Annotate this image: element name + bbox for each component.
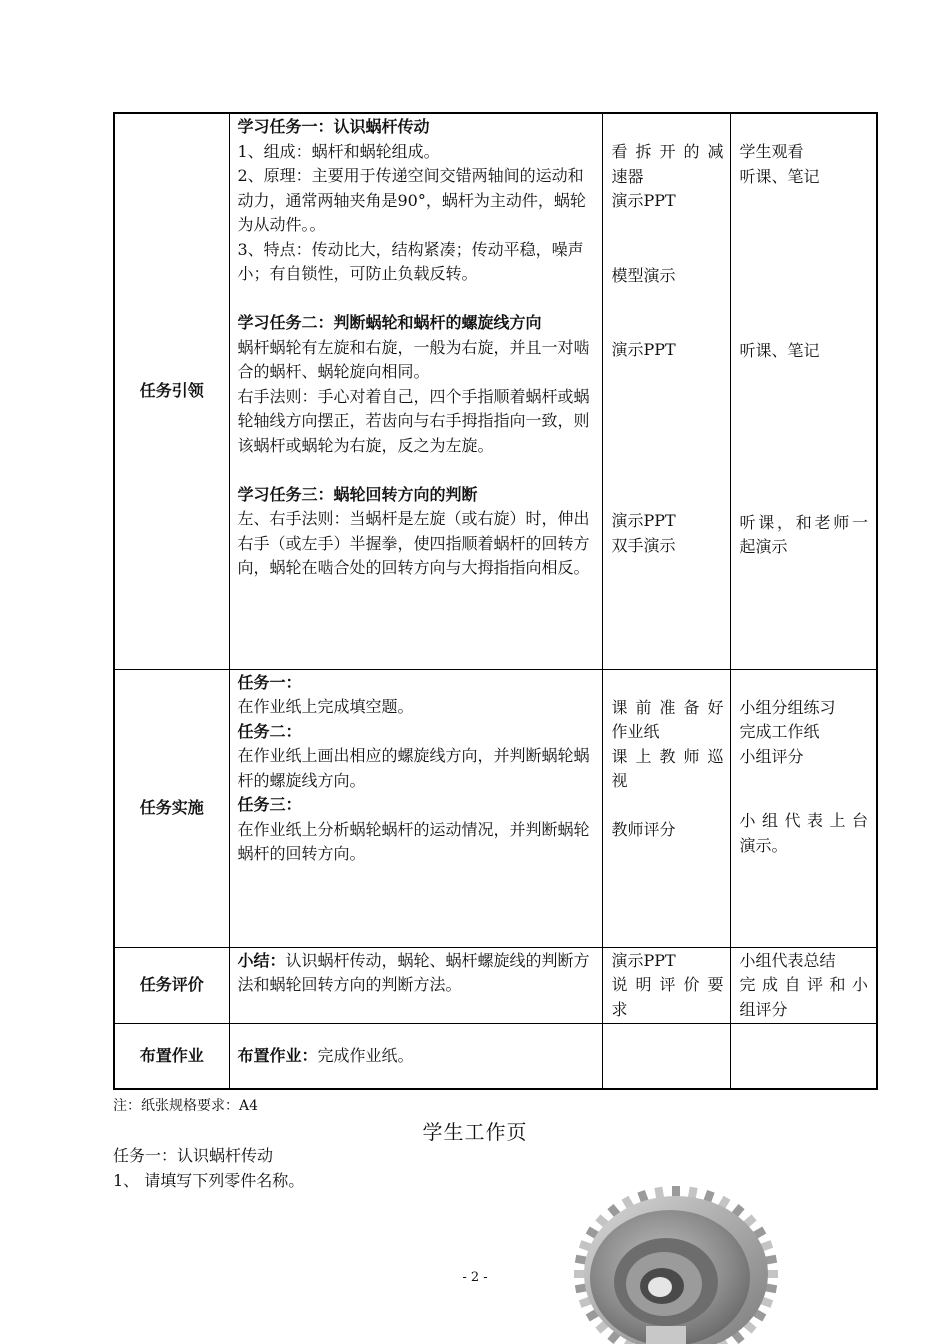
activity-line: 组评分 [739,999,788,1019]
paragraph: 在作业纸上分析蜗轮蜗杆的运动情况，并判断蜗轮蜗杆的回转方向。 [237,819,590,863]
resource-line: 求 [611,999,628,1019]
activity-line: 小组代表总结 [739,950,836,970]
activity-line: 小组代表上台 [739,811,868,830]
resources-cell [602,113,730,669]
table-row [114,1023,877,1089]
resource-line: 演示PPT [611,511,676,530]
resources-cell [602,1023,730,1089]
row-head-task-implement: 任务实施 [114,669,229,947]
activity-line: 完成工作纸 [739,722,820,741]
page-number: - 2 - [462,1270,488,1285]
activity-line: 完成自评和小 [739,975,868,994]
task-label: 任务二： [237,721,302,741]
summary-text: 认识蜗杆传动，蜗轮、蜗杆螺旋线的判断方法和蜗轮回转方向的判断方法。 [237,950,590,994]
task-two-title: 学习任务二：判断蜗轮和蜗杆的螺旋线方向 [237,313,542,332]
resource-line: 课前准备好 [611,697,724,717]
paragraph: 2、原理：主要用于传递空间交错两轴间的运动和动力，通常两轴夹角是90°，蜗杆为主动件，蜗轮为从动件。。 [237,166,586,234]
paragraph: 右手法则：手心对着自己，四个手指顺着蜗杆或蜗轮轴线方向摆正，若齿向与右手拇指指向一致，则该蜗杆或蜗轮为右旋，反之为左旋。 [237,386,590,455]
paragraph: 在作业纸上完成填空题。 [237,697,414,716]
table-row [114,669,877,947]
resource-line: 教师评分 [611,820,676,839]
resource-line: 速器 [611,166,644,186]
content-cell [229,113,602,669]
activity-line: 小组分组练习 [739,697,836,717]
resource-line: 演示PPT [611,339,676,359]
table-row [114,947,877,1023]
paper-size-note: 注：纸张规格要求：A4 [113,1098,259,1114]
activities-cell [730,669,877,947]
resource-line: 视 [611,771,628,790]
resource-line: 演示PPT [611,191,676,210]
paragraph: 左、右手法则：当蜗杆是左旋（或右旋）时，伸出右手（或左手）半握拳，使四指顺着蜗杆的回转方向，蜗轮在啮合处的回转方向与大拇指指向相反。 [237,509,590,577]
task-label: 任务三： [237,795,302,814]
resource-line: 演示PPT [611,950,676,970]
resources-cell [602,947,730,1023]
resource-line: 模型演示 [611,266,676,285]
lesson-plan-table [113,112,878,1090]
activities-cell [730,113,877,669]
summary-label: 小结： [237,950,286,970]
worm-gear-photo-icon [566,1186,786,1344]
content-cell [229,1023,602,1089]
activity-line: 学生观看 [739,142,804,161]
resource-line: 看拆开的减 [611,142,724,161]
task-label: 任务一： [237,672,302,692]
resource-line: 作业纸 [611,722,660,741]
content-cell [229,947,602,1023]
content-cell [229,669,602,947]
paragraph: 在作业纸上画出相应的螺旋线方向，并判断蜗轮蜗杆的螺旋线方向。 [237,746,590,790]
activity-line: 小组评分 [739,746,804,766]
resource-line: 说明评价要 [611,975,724,994]
paragraph: 3、特点：传动比大，结构紧凑；传动平稳，噪声小；有自锁性，可防止负载反转。 [237,239,584,283]
task-three-title: 学习任务三：蜗轮回转方向的判断 [237,484,478,504]
activity-line: 听课、笔记 [739,166,820,186]
resources-cell [602,669,730,947]
activities-cell [730,1023,877,1089]
activities-cell [730,947,877,1023]
task-one-title: 学习任务一：认识蜗杆传动 [237,117,430,136]
worksheet-task-heading: 任务一：认识蜗杆传动 [113,1146,274,1165]
row-head-task-evaluation: 任务评价 [114,947,229,1023]
homework-label: 布置作业： [237,1046,318,1065]
paragraph: 1、组成：蜗杆和蜗轮组成。 [237,141,440,161]
homework-text: 完成作业纸。 [317,1046,414,1065]
activity-line: 起演示 [739,537,788,556]
worksheet-instruction: 1、 请填写下列零件名称。 [113,1171,305,1190]
resource-line: 课上教师巡 [611,746,724,766]
table-row [114,113,877,669]
worksheet-title: 学生工作页 [422,1120,528,1144]
paragraph: 蜗杆蜗轮有左旋和右旋，一般为右旋，并且一对啮合的蜗杆、蜗轮旋向相同。 [237,337,590,381]
resource-line: 双手演示 [611,535,676,555]
activity-line: 听课，和老师一 [739,512,868,532]
row-head-task-guide: 任务引领 [114,113,229,669]
row-head-homework: 布置作业 [114,1023,229,1089]
activity-line: 演示。 [739,835,788,855]
activity-line: 听课、笔记 [739,341,820,360]
